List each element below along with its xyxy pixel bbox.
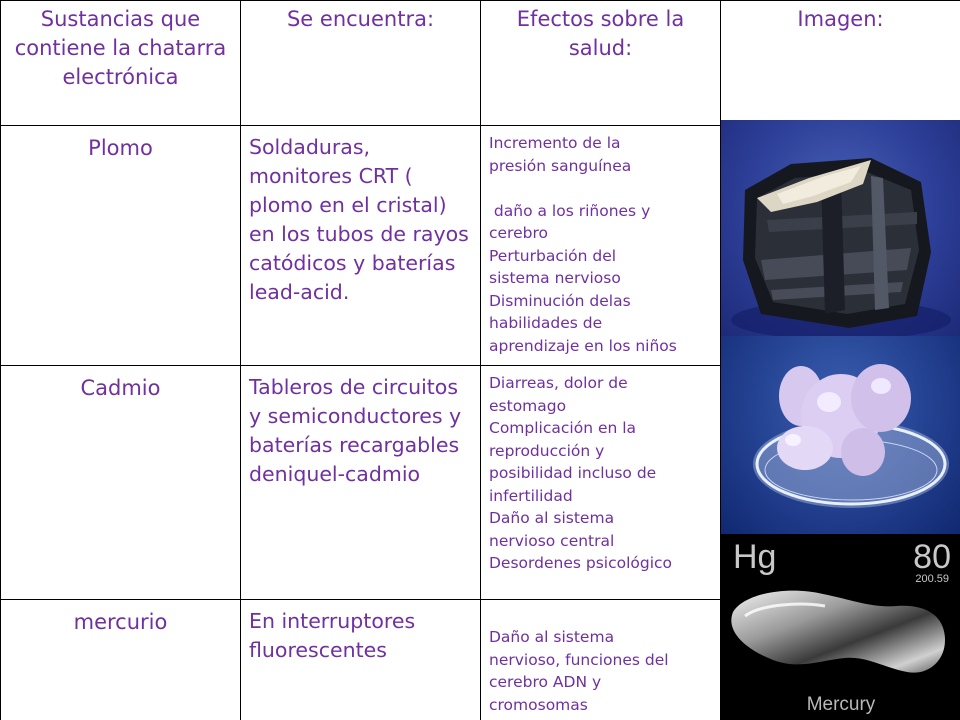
effect-line: Diarreas, dolor de [489,374,628,392]
effect-line: Desordenes psicológico [489,554,673,572]
effect-line: cerebro [489,224,548,242]
effect-line: cerebro ADN y [489,673,602,691]
effect-line: nervioso, funciones del [489,650,669,669]
effect-line: aprendizaje en los niños [489,336,677,355]
effect-line: Perturbación del [489,246,617,265]
table-row-found-in [241,600,481,720]
mercury-symbol: Hg [733,538,777,576]
mercury-mass: 200.59 [915,573,949,585]
effect-line: Complicación en la [489,419,637,437]
mercury-number: 80 [913,538,951,576]
table-row-substance [0,600,241,720]
effect-line: Incremento de la [489,134,621,152]
effect-line: infertilidad [489,486,573,505]
effect-line: nervioso central [489,531,615,550]
table-row-found-in [241,366,481,600]
effect-line: habilidades de [489,314,603,332]
table-row-effects [481,126,721,366]
table-row-effects [481,600,721,720]
effect-line: posibilidad incluso de [489,464,657,482]
lead-ore-photo [721,120,960,336]
effect-line: cromosomas [489,695,588,714]
effect-line: daño a los riñones y [489,201,651,220]
found-in-text: Tableros de circuitos y semiconductores y baterías recargables deniquel-cadmio [249,375,462,486]
header-image-text: Imagen: [797,7,884,31]
effect-line: sistema nervioso [489,269,621,287]
table-row-found-in [241,126,481,366]
effect-line: Daño al sistema [489,628,615,646]
header-found-in-text: Se encuentra: [286,7,435,31]
effect-line: Daño al sistema [489,509,615,527]
header-substances [0,0,241,126]
header-image [721,0,960,126]
image-column [721,120,960,720]
effect-line [489,177,716,200]
cadmium-crystal-photo [721,336,960,534]
header-found-in [241,0,481,126]
mercury-photo [721,534,960,720]
substance-name: Cadmio [80,376,161,400]
header-health-effects [481,0,721,126]
header-substances-text: Sustancias que contiene la chatarra electrónica [14,7,227,89]
mercury-name: Mercury [806,694,876,715]
effect-line: presión sanguínea [489,156,632,175]
substance-name: Plomo [88,136,153,160]
effect-line: reproducción y [489,441,605,460]
effect-line: estomago [489,396,567,415]
found-in-text: Soldaduras, monitores CRT ( plomo en el cristal) en los tubos de rayos catódicos y baterías lead-acid. [249,135,469,304]
effect-line: Disminución delas [489,291,631,310]
found-in-text: En interruptores fluorescentes [249,609,416,662]
table-row-effects [481,366,721,600]
table-row-substance [0,366,241,600]
substance-name: mercurio [73,610,168,634]
table-row-substance [0,126,241,366]
header-health-effects-text: Efectos sobre la salud: [516,7,685,60]
